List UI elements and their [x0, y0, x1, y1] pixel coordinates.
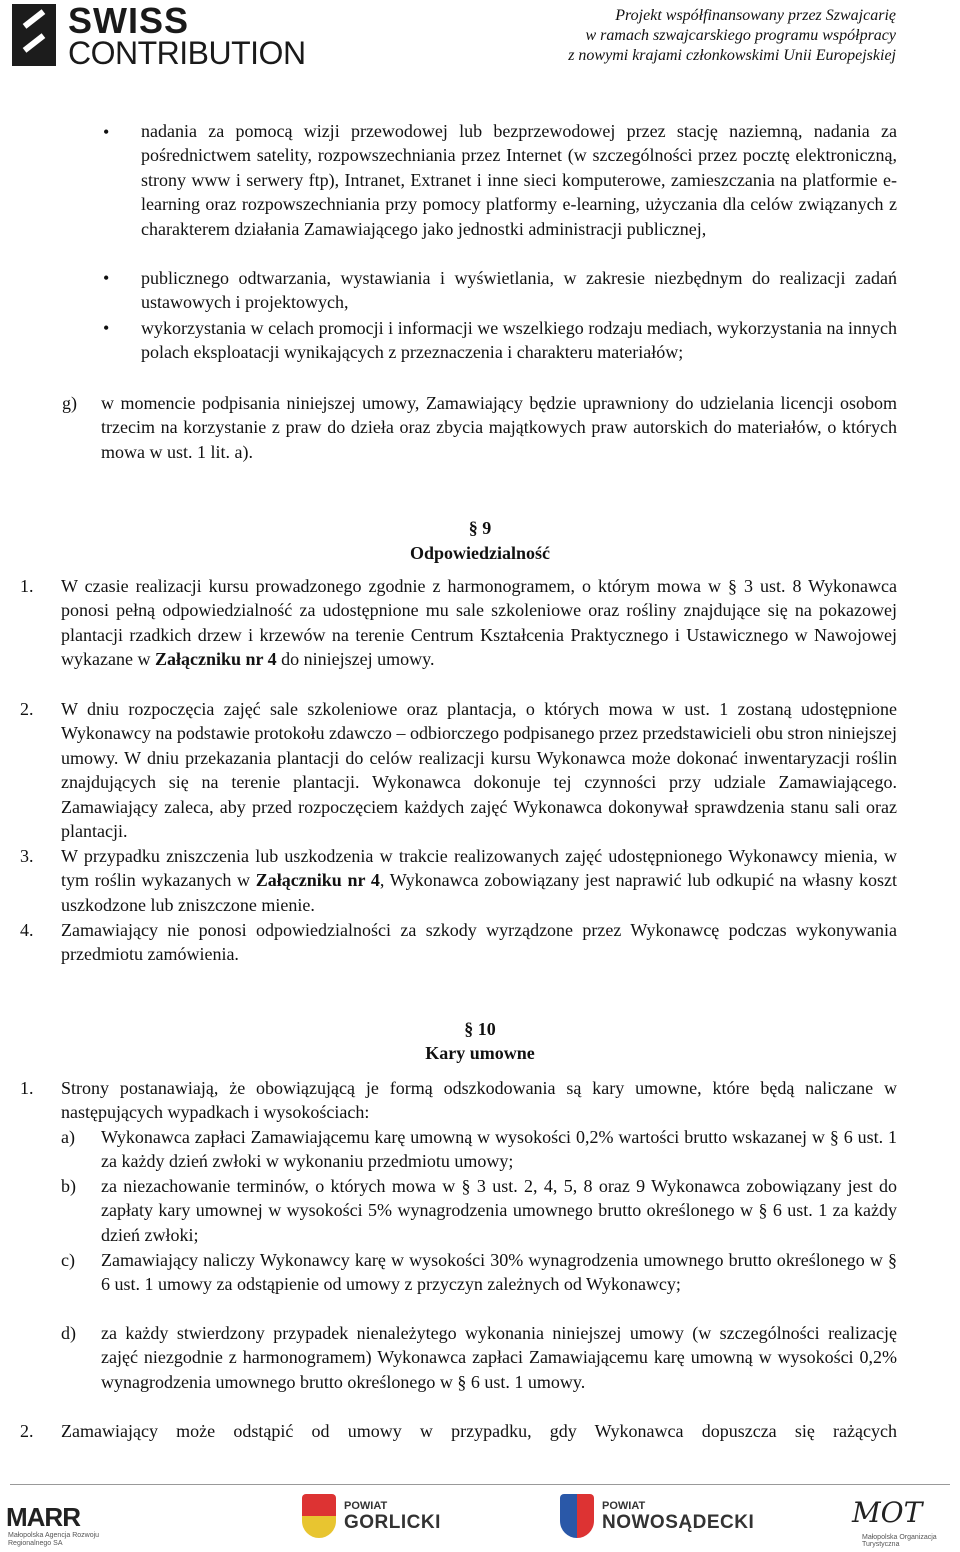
item-text: W czasie realizacji kursu prowadzonego zgodnie z harmonogramem, o którym mowa w § 3 ust. 8 Wykonawca ponosi pełną odpowiedzialność za udostępnione mu sale szkoleniowe oraz rośliny znajdujące się na pokazowej plantacji rzadkich drzew i krzewów na terenie Centrum Kształcenia Praktycznego i Ustawicznego w Nawojowej wykazane w Załączniku nr 4 do niniejszej umowy.	[61, 576, 897, 670]
item-text: Strony postanawiają, że obowiązującą je formą odszkodowania są kary umowne, które będą naliczane w następujących wypadkach i wysokościach:	[61, 1078, 897, 1123]
bullet-text: nadania za pomocą wizji przewodowej lub bezprzewodowej przez stację naziemną, nadania za pośrednictwem satelity, rozpowszechniania przez Internet (w szczególności przez pocztę elektroniczną, strony www i serwery ftp), Intranet, Extranet i inne sieci komputerowe, zamieszczania na platformie e-learning oraz rozpowszechniania przy pomocy platformy e-learning, użyczania dla celów związanych z charakterem działania Zamawiającego jako jednostki administracji publicznej,	[141, 121, 897, 239]
swiss-logo-mark-icon	[12, 4, 56, 66]
subitem-marker: b)	[61, 1176, 76, 1196]
subitem-marker: d)	[61, 1323, 76, 1343]
item-text: w momencie podpisania niniejszej umowy, Zamawiający będzie uprawniony do udzielania licencji osobom trzecim na korzystanie z praw do dzieła oraz zbycia majątkowych praw autorskich do materiałów, o których mowa w ust. 1 lit. a).	[101, 393, 897, 462]
item-marker: g)	[62, 393, 77, 413]
marr-logo-subtext: Małopolska Agencja Rozwoju Regionalnego SA	[8, 1532, 100, 1547]
subitem-text: Zamawiający naliczy Wykonawcy karę w wysokości 30% wynagrodzenia umownego brutto określonego w § 6 ust. 1 umowy za odstąpienie od umowy z przyczyn zależnych od Wykonawcy;	[101, 1250, 897, 1295]
logo-line1: SWISS	[68, 0, 190, 41]
logo-line2: CONTRIBUTION	[68, 35, 306, 71]
footer-divider	[10, 1484, 950, 1485]
mot-logo	[852, 1488, 952, 1548]
project-note-line: Projekt współfinansowany przez Szwajcarię	[615, 7, 896, 24]
item-marker: 1.	[20, 576, 34, 596]
item-text: Zamawiający nie ponosi odpowiedzialności za szkody wyrządzone przez Wykonawcę podczas wykonywania przedmiotu zamówienia.	[61, 920, 897, 965]
project-note-line: z nowymi krajami członkowskimi Unii Europejskiej	[568, 47, 896, 64]
powiat-label: POWIAT	[344, 1500, 388, 1512]
marr-logo-text: MARR	[6, 1502, 80, 1532]
powiat-name: NOWOSĄDECKI	[602, 1512, 755, 1533]
section-number: § 10	[464, 1019, 496, 1039]
item-marker: 4.	[20, 920, 34, 940]
subitem-text: Wykonawca zapłaci Zamawiającemu karę umowną w wysokości 0,2% wartości brutto wskazanej w § 6 ust. 1 za każdy dzień zwłoki w wykonaniu przedmiotu umowy;	[101, 1127, 897, 1172]
powiat-label: POWIAT	[602, 1500, 646, 1512]
swiss-contribution-logo	[12, 0, 332, 71]
powiat-gorlicki-logo	[302, 1488, 472, 1548]
project-note	[568, 6, 896, 66]
item-marker: 2.	[20, 699, 34, 719]
bullet-dot: •	[103, 268, 110, 288]
bullet-dot: •	[103, 318, 110, 338]
section-title: Kary umowne	[425, 1043, 535, 1063]
nowosadecki-crest-icon	[560, 1494, 594, 1538]
item-text: W przypadku zniszczenia lub uszkodzenia w trakcie realizowanych zajęć udostępnionego Wykonawcy mienia, w tym roślin wykazanych w Załączniku nr 4, Wykonawca zobowiązany jest naprawić lub odkupić na własny koszt uszkodzone lub zniszczone mienie.	[61, 846, 897, 915]
powiat-nowosadecki-logo	[560, 1488, 755, 1548]
item-text: Zamawiający może odstąpić od umowy w przypadku, gdy Wykonawca dopuszcza się rażących	[61, 1421, 897, 1441]
project-note-line: w ramach szwajcarskiego programu współpracy	[585, 27, 896, 44]
subitem-text: za każdy stwierdzony przypadek nienależytego wykonania niniejszej umowy (w szczególności realizację zajęć niezgodnie z harmonogramem) Wykonawca zapłaci Zamawiającemu karę umowną w wysokości 0,2% wynagrodzenia umownego brutto określonego w § 6 ust. 1 umowy.	[101, 1323, 897, 1392]
section-number: § 9	[468, 518, 492, 538]
subitem-marker: c)	[61, 1250, 75, 1270]
gorlicki-crest-icon	[302, 1494, 336, 1538]
marr-logo	[6, 1488, 116, 1548]
mot-logo-text: MOT	[852, 1496, 923, 1529]
item-text: W dniu rozpoczęcia zajęć sale szkoleniowe oraz plantacja, o których mowa w ust. 1 zostaną udostępnione Wykonawcy na podstawie protokołu zdawczo – odbiorczego podpisanego przez przedstawicieli obu stron niniejszej umowy. W dniu przekazania plantacji do celów realizacji kursu Wykonawca może dokonać inwentaryzacji roślin znajdujących się na terenie plantacji. Wykonawca dokonuje tej czynności przy udziale Zamawiającego. Zamawiający zaleca, aby przed rozpoczęciem każdych zajęć Wykonawca dokonywał sprawdzenia stanu sali oraz plantacji.	[61, 699, 897, 842]
section-title: Odpowiedzialność	[409, 543, 551, 563]
bullet-text: wykorzystania w celach promocji i informacji we wszelkiego rodzaju mediach, wykorzystania na innych polach eksploatacji wynikających z przeznaczenia i charakteru materiałów;	[141, 318, 897, 363]
bullet-text: publicznego odtwarzania, wystawiania i wyświetlania, w zakresie niezbędnym do realizacji zadań ustawowych i projektowych,	[141, 268, 897, 313]
item-marker: 2.	[20, 1421, 34, 1441]
item-marker: 3.	[20, 846, 34, 866]
mot-logo-subtext: Małopolska Organizacja Turystyczna	[862, 1534, 937, 1548]
item-marker: 1.	[20, 1078, 34, 1098]
powiat-name: GORLICKI	[344, 1512, 441, 1533]
subitem-text: za niezachowanie terminów, o których mowa w § 3 ust. 2, 4, 5, 8 oraz 9 Wykonawca zobowiązany jest do zapłaty kary umownej w wysokości 5% wynagrodzenia umownego brutto określonego w § 6 ust. 1 za każdy dzień zwłoki;	[101, 1176, 897, 1245]
subitem-marker: a)	[61, 1127, 75, 1147]
bullet-dot: •	[103, 122, 110, 142]
